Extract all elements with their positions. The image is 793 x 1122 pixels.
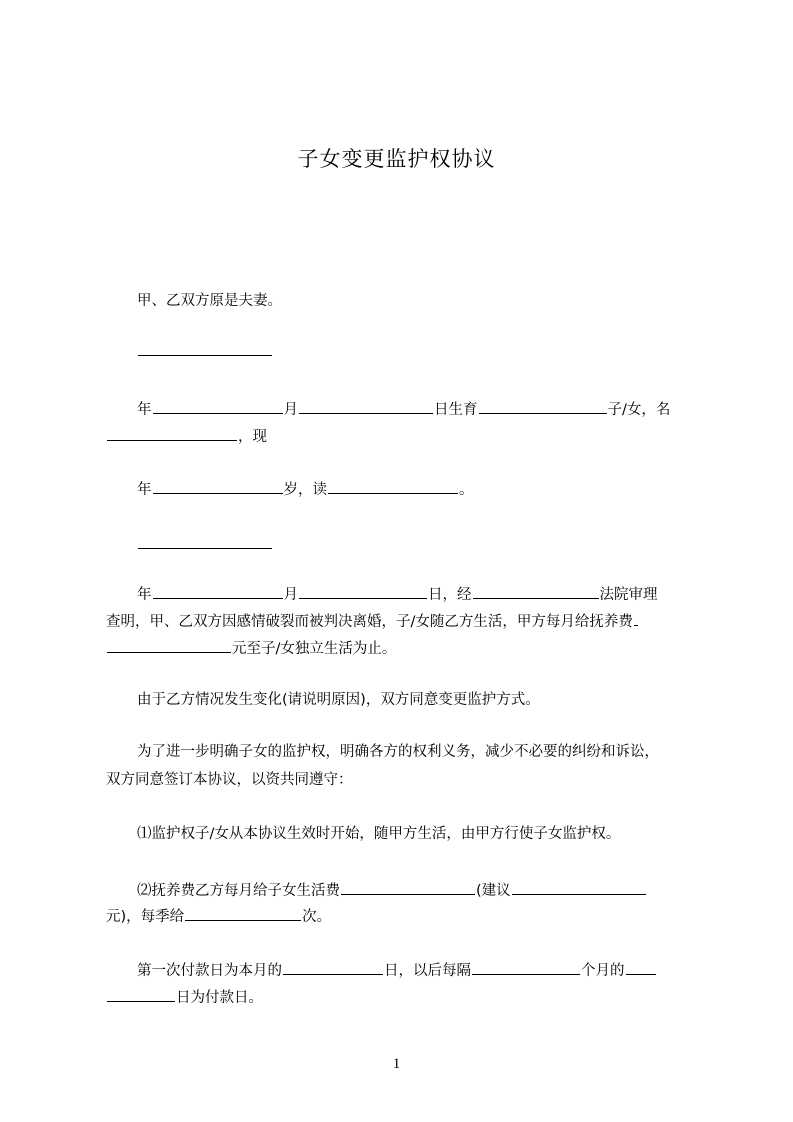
fill-in-blank[interactable] [299, 584, 427, 599]
paragraph-birth-line1: 年 月 日生育 子/女，名 [137, 399, 707, 420]
fill-in-blank[interactable] [512, 880, 646, 895]
fill-in-blank[interactable] [153, 479, 283, 494]
paragraph-divorce-line3: 元至子/女独立生活为止。 [106, 638, 706, 659]
clause-support-line2: 元)，每季给 次。 [106, 906, 706, 927]
paragraph-divorce-line1: 年 月 日，经 法院审理 [137, 584, 707, 605]
fill-in-blank[interactable] [138, 534, 272, 549]
fill-in-blank[interactable] [299, 399, 433, 414]
paragraph-purpose-line1: 为了进一步明确子女的监护权，明确各方的权利义务，减少不必要的纠纷和诉讼， [137, 744, 659, 760]
fill-in-blank[interactable] [107, 638, 231, 653]
paragraph-spouses: 甲、乙双方原是夫妻。 [137, 293, 282, 309]
paragraph-age: 年 岁，读 。 [137, 479, 707, 500]
clause-support-line1: ⑵抚养费乙方每月给子女生活费 (建议 [137, 880, 707, 901]
blank-line [137, 341, 707, 362]
clause-payment-line1: 第一次付款日为本月的 日，以后每隔 个月的 [137, 960, 707, 981]
paragraph-change-reason: 由于乙方情况发生变化(请说明原因)，双方同意变更监护方式。 [137, 692, 540, 708]
fill-in-blank[interactable] [328, 479, 458, 494]
fill-in-blank[interactable] [473, 584, 599, 599]
blank-line [137, 534, 707, 555]
fill-in-blank[interactable] [185, 906, 301, 921]
paragraph-purpose-line2: 双方同意签订本协议，以资共同遵守： [106, 772, 353, 788]
fill-in-blank[interactable] [472, 960, 580, 975]
clause-payment-line2: 日为付款日。 [106, 987, 706, 1008]
document-title: 子女变更监护权协议 [297, 147, 496, 171]
fill-in-blank[interactable] [107, 426, 237, 441]
fill-in-blank[interactable] [341, 880, 475, 895]
paragraph-divorce-line2: 查明，甲、乙双方因感情破裂而被判决离婚，子/女随乙方生活，甲方每月给抚养费 [106, 611, 706, 632]
fill-in-blank[interactable] [626, 960, 656, 975]
fill-in-blank[interactable] [153, 399, 283, 414]
fill-in-blank[interactable] [138, 341, 272, 356]
fill-in-blank[interactable] [479, 399, 607, 414]
clause-custody: ⑴监护权子/女从本协议生效时开始，随甲方生活，由甲方行使子女监护权。 [137, 826, 621, 842]
paragraph-birth-line2: ，现 [106, 426, 706, 447]
page-number: 1 [392, 1056, 401, 1072]
fill-in-blank[interactable] [153, 584, 283, 599]
fill-in-blank[interactable] [283, 960, 383, 975]
fill-in-blank[interactable] [107, 987, 175, 1002]
